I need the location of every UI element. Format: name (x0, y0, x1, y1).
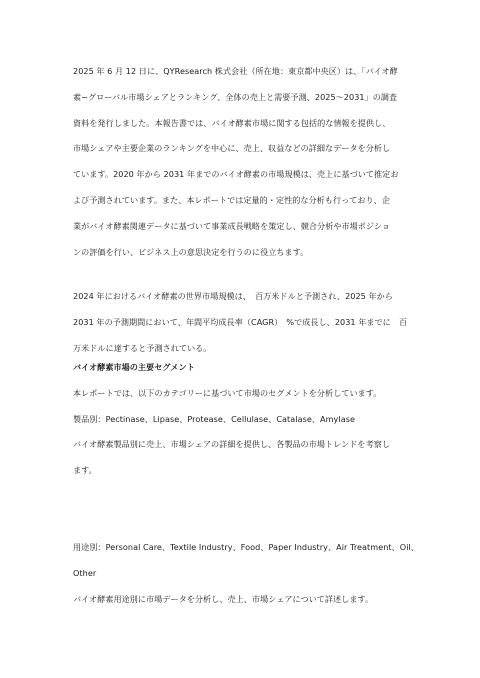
section-heading: バイオ酵素市場の主要セグメント (73, 362, 195, 372)
segments-line: ます。 (73, 465, 97, 476)
intro-line: 市場シェアや主要企業のランキングを中心に、売上、収益などの詳細なデータを分析し (73, 143, 391, 154)
application-segment-line: Other (73, 567, 97, 578)
intro-line: ンの評価を行い、ビジネス上の意思決定を行うのに役立ちます。 (73, 246, 309, 257)
application-segment-line: 用途別：Personal Care、Textile Industry、Food、Paper Industry、Air Treatment、Oil、 (73, 542, 419, 552)
intro-line: 業がバイオ酵素関連データに基づいて事業成長戦略を策定し、競合分析や市場ポジショ (73, 220, 391, 231)
intro-paragraph (73, 59, 415, 265)
intro-line: 資料を発行しました。本報告書では、バイオ酵素市場に関する包括的な情報を提供し、 (73, 117, 391, 128)
market-size-line: 万米ドルに達すると予測されている。 (73, 342, 212, 353)
product-segment-line: 製品別：Pectinase、Lipase、Protease、Cellulase、Catalase、Amylase (73, 413, 356, 424)
market-size-line: 2031 年の予測期間において、年間平均成長率（CAGR） %で成長し、2031 年までに 百 (73, 316, 408, 327)
market-size-line: 2024 年におけるバイオ酵素の世界市場規模は、 百万米ドルと予測され、2025 年から (73, 291, 393, 301)
intro-line: よび予測されています。また、本レポートでは定量的・定性的な分析も行っており、企 (73, 194, 390, 205)
segments-line: 本レポートでは、以下のカテゴリーに基づいて市場のセグメントを分析しています。 (73, 387, 382, 398)
applications-line: バイオ酵素用途別に市場データを分析し、売上、市場シェアについて詳述します。 (73, 593, 374, 604)
intro-line: 素−グローバル市場シェアとランキング、全体の売上と需要予測、2025〜2031」の調査 (73, 91, 398, 102)
segments-section (73, 355, 415, 484)
applications-section (73, 535, 419, 612)
segments-line: バイオ酵素製品別に売上、市場シェアの詳細を提供し、各製品の市場トレンドを考察し (73, 439, 391, 450)
intro-line: 2025 年 6 月 12 日に、QYResearch 株式会社（所在地：東京都中央区）は、「バイオ酵 (73, 66, 398, 76)
market-size-paragraph (73, 284, 415, 361)
intro-line: ています。2020 年から 2031 年までのバイオ酵素の市場規模は、売上に基づいて推定お (73, 169, 399, 180)
